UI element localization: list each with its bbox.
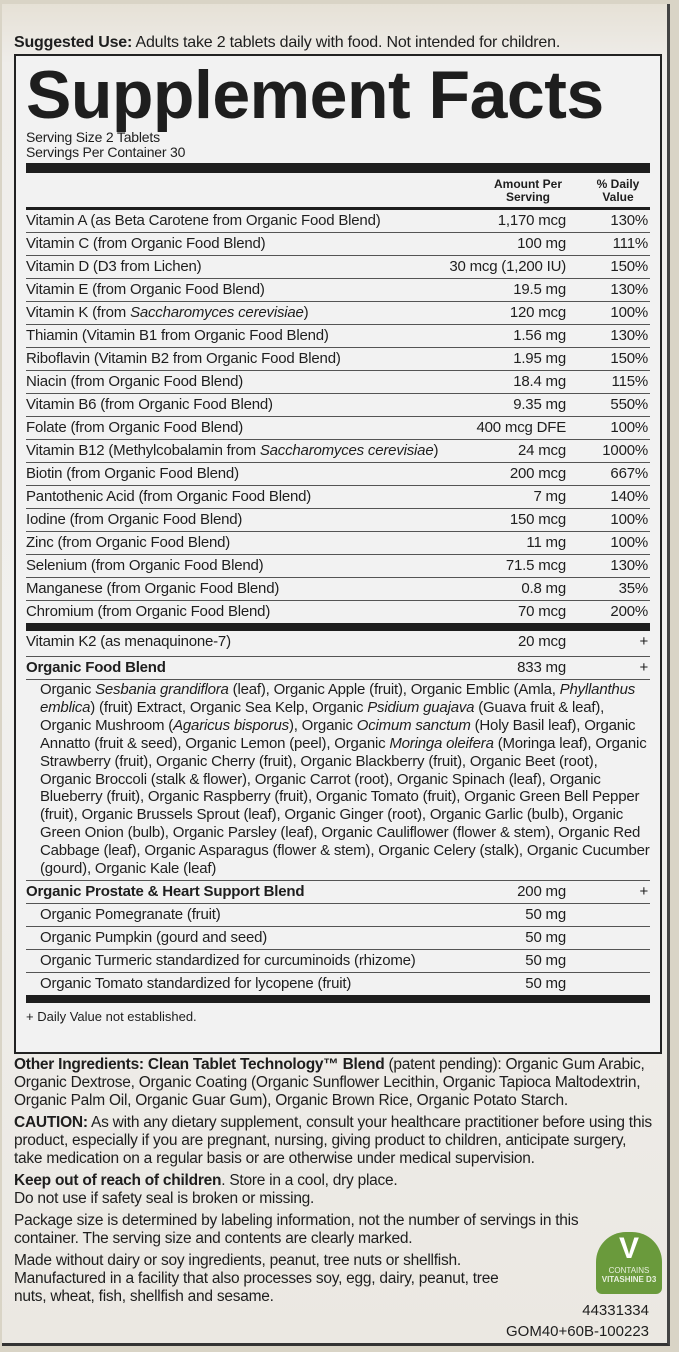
table-row — [26, 577, 650, 600]
divider — [26, 623, 650, 631]
daily-value: + — [639, 659, 648, 676]
daily-value: 100% — [610, 511, 648, 528]
daily-value: 1000% — [602, 442, 648, 459]
amount-header: Amount Per Serving — [493, 177, 562, 204]
ingredient-text: ), Organic — [288, 716, 357, 734]
name-text: Chromium (from Organic Food Blend) — [26, 603, 271, 620]
amount: 120 mcg — [509, 304, 566, 321]
v-logo-icon: V — [618, 1232, 639, 1265]
table-row — [26, 485, 650, 508]
nutrient-name — [40, 927, 267, 949]
nutrient-name — [26, 348, 341, 370]
product-codes — [506, 1300, 649, 1342]
name-text: Manganese (from Organic Food Blend) — [26, 580, 280, 597]
table-row — [26, 439, 650, 462]
caution: CAUTION: As with any dietary supplement, consult your healthcare practitioner before using this product, especially if you are pregnant, nursing, giving product to children, anticipate surgery, take medication on a regular basis or are otherwise under medical supervision. — [14, 1114, 652, 1167]
amount: 50 mg — [525, 974, 566, 992]
ingredient-text: Psidium guajava — [367, 698, 475, 716]
name-text: Vitamin C (from Organic Food Blend) — [26, 235, 266, 252]
nutrient-name — [26, 371, 243, 393]
daily-value: 35% — [618, 580, 648, 597]
name-text: Organic Pumpkin (gourd and seed) — [40, 928, 268, 946]
amount: 50 mg — [525, 905, 566, 923]
table-row — [26, 949, 650, 972]
allergen-line-2: Manufactured in a facility that also processes soy, egg, dairy, peanut, tree nuts, wheat, fish, shellfish and sesame. — [14, 1270, 499, 1305]
table-row — [26, 207, 650, 232]
ingredient-text: (Moringa leaf), Organic Strawberry (fruit), Organic Cherry (fruit), Organic Blackberry (fruit), Organic Beet (root), Organic Broccoli (stalk & flower), Organic Carrot (root), Organic Spinach (leaf), Organic Blueberry (fruit), Organic Raspberry (fruit), Organic Tomato (fruit), Organic Green Bell Pepper (fruit), Organic Brussels Sprout (leaf), Organic Ginger (root), Organic Garlic (bulb), Organic Green Onion (bulb), Organic Parsley (leaf), Organic Cauliflower (flower & stem), Organic Red Cabbage (leaf), Organic Asparagus (flower & stem), Organic Celery (stalk), Organic Cucumber (gourd), Organic Kale (leaf) — [40, 734, 650, 878]
amount: 200 mg — [517, 882, 566, 900]
package-note: Package size is determined by labeling information, not the number of servings in this container. The serving size and contents are clearly marked. — [14, 1212, 579, 1247]
name-text: Iodine (from Organic Food Blend) — [26, 511, 243, 528]
table-row — [26, 926, 650, 949]
nutrient-table — [26, 207, 650, 623]
amount: 71.5 mcg — [505, 557, 566, 574]
nutrient-name — [26, 657, 166, 679]
name-text: Vitamin B12 (Methylcobalamin from — [26, 442, 260, 459]
amount: 100 mg — [517, 235, 566, 252]
nutrient-name — [26, 394, 273, 416]
name-text: Vitamin K (from — [26, 304, 131, 321]
name-text: Organic Tomato standardized for lycopene (fruit) — [40, 974, 352, 992]
daily-value: 140% — [610, 488, 648, 505]
amount: 200 mcg — [509, 465, 566, 482]
table-row — [26, 301, 650, 324]
nutrient-name — [26, 601, 270, 623]
ingredient-text: ) (fruit) Extract, Organic Sea Kelp, Organic — [90, 698, 368, 716]
daily-value: 667% — [610, 465, 648, 482]
table-row — [26, 462, 650, 485]
nutrient-name — [26, 486, 311, 508]
daily-value: 150% — [610, 258, 648, 275]
amount: 70 mcg — [518, 603, 566, 620]
name-suffix: ) — [303, 304, 309, 321]
ingredient-text: Phyllanthus emblica — [40, 681, 636, 716]
food-blend-ingredients — [26, 679, 650, 880]
daily-value: + — [639, 633, 648, 650]
amount: 19.5 mg — [513, 281, 566, 298]
daily-value: 100% — [610, 419, 648, 436]
nutrient-name — [26, 509, 242, 531]
ingredient-text: Sesbania grandiflora — [95, 681, 229, 698]
amount: 20 mcg — [518, 633, 566, 650]
vitashine-badge: V CONTAINS VITASHINE D3 — [596, 1232, 662, 1294]
daily-value: 200% — [610, 603, 648, 620]
label-panel — [2, 4, 670, 1346]
table-row — [26, 232, 650, 255]
nutrient-name — [40, 904, 221, 926]
name-text: Organic Food Blend — [26, 659, 166, 676]
amount: 833 mg — [517, 659, 566, 676]
name-text: Vitamin A (as Beta Carotene from Organic Food Blend) — [26, 212, 381, 229]
daily-value: 100% — [610, 304, 648, 321]
name-text: Organic Prostate & Heart Support Blend — [26, 882, 305, 900]
table-row — [26, 972, 650, 995]
table-row — [26, 347, 650, 370]
ingredient-text: Moringa oleifera — [389, 734, 494, 752]
other-ingredients: Other Ingredients: Clean Tablet Technology™ Blend (patent pending): Organic Gum Arabic, Organic Dextrose, Organic Coating (Organic Sunflower Lecithin, Organic Tapioca Maltodextrin, Organic Palm Oil, Organic Guar Gum), Organic Brown Rice, Organic Potato Starch. — [14, 1056, 645, 1109]
ingredient-text: (Guava fruit & leaf), Organic Mushroom ( — [40, 698, 605, 734]
name-text: Niacin (from Organic Food Blend) — [26, 373, 244, 390]
table-row — [26, 278, 650, 301]
amount: 0.8 mg — [521, 580, 566, 597]
table-row — [26, 631, 650, 656]
nutrient-name — [26, 325, 329, 347]
table-row — [26, 508, 650, 531]
name-text: Thiamin (Vitamin B1 from Organic Food Blend) — [26, 327, 329, 344]
amount: 30 mcg (1,200 IU) — [449, 258, 566, 275]
footnote: + Daily Value not established. — [26, 1008, 197, 1024]
ingredient-text: Organic — [40, 681, 96, 698]
name-italic: Saccharomyces cerevisiae — [130, 304, 304, 321]
product-code: 44331334 — [582, 1302, 649, 1319]
name-text: Biotin (from Organic Food Blend) — [26, 465, 239, 482]
name-text: Riboflavin (Vitamin B2 from Organic Food Blend) — [26, 350, 341, 367]
nutrient-name — [26, 463, 239, 485]
table-row — [26, 656, 650, 679]
label-text — [14, 1056, 654, 1310]
amount: 7 mg — [533, 488, 566, 505]
nutrient-name — [26, 555, 263, 577]
amount: 50 mg — [525, 951, 566, 969]
table-row — [26, 903, 650, 926]
nutrient-name — [26, 440, 438, 462]
table-row — [26, 393, 650, 416]
nutrient-name — [26, 256, 201, 278]
table-row — [26, 600, 650, 623]
name-text: Organic Pomegranate (fruit) — [40, 905, 221, 923]
amount: 400 mcg DFE — [476, 419, 566, 436]
column-headers — [26, 173, 650, 207]
name-text: Vitamin D (D3 from Lichen) — [26, 258, 202, 275]
ingredient-text: (leaf), Organic Apple (fruit), Organic Emblic (Amla, — [228, 681, 560, 698]
amount: 1.95 mg — [513, 350, 566, 367]
table-row — [26, 531, 650, 554]
lot-code: GOM40+60B-100223 — [505, 1323, 649, 1340]
name-text: Selenium (from Organic Food Blend) — [26, 557, 264, 574]
supplement-facts-box — [14, 54, 662, 1054]
amount: 24 mcg — [518, 442, 566, 459]
divider — [26, 163, 650, 173]
daily-value: 130% — [610, 281, 648, 298]
amount: 150 mcg — [509, 511, 566, 528]
nutrient-name — [26, 532, 230, 554]
servings-per-container: Servings Per Container 30 — [26, 144, 186, 160]
daily-value: 115% — [611, 373, 648, 390]
name-text: Vitamin K2 (as menaquinone-7) — [26, 633, 231, 650]
amount: 50 mg — [525, 928, 566, 946]
nutrient-name — [26, 578, 279, 600]
daily-value: 550% — [610, 396, 648, 413]
blend-table — [26, 631, 650, 995]
name-text: Vitamin B6 (from Organic Food Blend) — [26, 396, 273, 413]
nutrient-name — [26, 417, 243, 439]
amount: 18.4 mg — [513, 373, 566, 390]
name-text: Vitamin E (from Organic Food Blend) — [26, 281, 265, 298]
nutrient-name — [26, 631, 231, 653]
ingredient-text: Agaricus bisporus — [173, 716, 289, 734]
divider — [26, 995, 650, 1003]
amount: 1.56 mg — [513, 327, 566, 344]
serving-size: Serving Size 2 Tablets — [26, 129, 160, 145]
daily-value: 130% — [610, 327, 648, 344]
table-row — [26, 416, 650, 439]
nutrient-name — [40, 950, 416, 972]
daily-value: 100% — [610, 534, 648, 551]
daily-value: 150% — [610, 350, 648, 367]
name-suffix: ) — [433, 442, 439, 459]
daily-value: 111% — [612, 235, 648, 252]
name-text: Organic Turmeric standardized for curcuminoids (rhizome) — [40, 951, 416, 969]
amount: 1,170 mcg — [497, 212, 566, 229]
table-row — [26, 880, 650, 903]
nutrient-name — [40, 973, 351, 995]
amount: 11 mg — [526, 534, 566, 551]
name-text: Folate (from Organic Food Blend) — [26, 419, 244, 436]
table-row — [26, 554, 650, 577]
nutrient-name — [26, 881, 304, 903]
nutrient-name — [26, 233, 265, 255]
page-title: Supplement Facts — [26, 57, 604, 133]
name-italic: Saccharomyces cerevisiae — [259, 442, 434, 459]
nutrient-name — [26, 210, 381, 232]
table-row — [26, 370, 650, 393]
daily-value: 130% — [610, 557, 648, 574]
nutrient-name — [26, 279, 265, 301]
table-row — [26, 324, 650, 347]
table-row — [26, 255, 650, 278]
amount: 9.35 mg — [513, 396, 566, 413]
name-text: Pantothenic Acid (from Organic Food Blend) — [26, 488, 312, 505]
ingredient-text: (Holy Basil leaf), Organic Annatto (fruit & seed), Organic Lemon (peel), Organic — [40, 716, 636, 752]
name-text: Zinc (from Organic Food Blend) — [26, 534, 231, 551]
daily-value: + — [639, 882, 648, 900]
dv-header: % Daily Value — [596, 177, 640, 204]
daily-value: 130% — [610, 212, 648, 229]
suggested-use: Suggested Use: Adults take 2 tablets daily with food. Not intended for children. — [14, 34, 561, 51]
storage: Keep out of reach of children. Store in a cool, dry place. Do not use if safety seal is broken or missing. — [14, 1172, 398, 1207]
ingredient-text: Ocimum sanctum — [356, 716, 471, 734]
nutrient-name — [26, 302, 308, 324]
allergen-line-1: Made without dairy or soy ingredients, peanut, tree nuts or shellfish. — [14, 1252, 461, 1269]
